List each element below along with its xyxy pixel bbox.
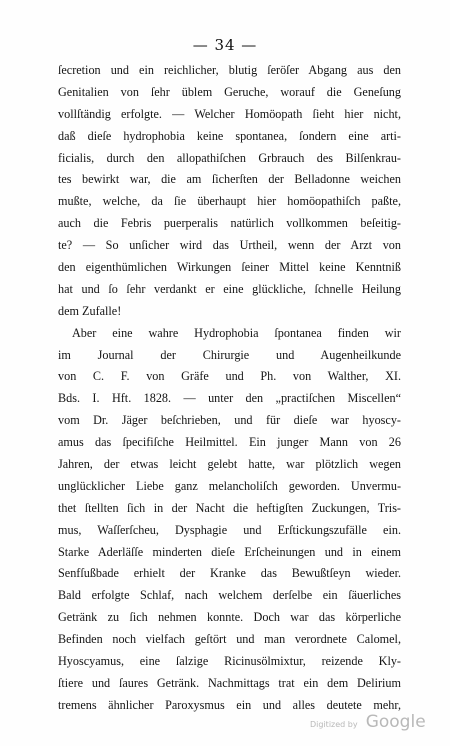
text-line: von C. F. von Gräfe und Ph. von Walther, XI. <box>58 369 401 384</box>
text-line: ſecretion und ein reichlicher, blutig ſeröſer Abgang aus den <box>58 63 401 77</box>
text-line: vollſtändig erfolgte. — Welcher Homöopath ſieht hier nicht, <box>58 106 401 121</box>
text-line: tes bewirkt war, die am ſicherſten der Belladonne weichen <box>58 172 401 187</box>
text-line: auch die Febris puerperalis natürlich vollkommen beſeitig- <box>58 216 401 231</box>
page-number: — 34 — <box>192 36 258 54</box>
text-line: thet ſtellten ſich in der Nacht die heftigſten Zuckungen, Tris- <box>58 500 401 515</box>
text-line: Getränk zu ſich nehmen konnte. Doch war das körperliche <box>58 610 401 625</box>
text-line: mus, Waſſerſcheu, Dysphagie und Erſtickungszufälle ein. <box>58 522 401 537</box>
watermark-prefix: Digitized by <box>310 720 358 729</box>
text-line: amus das ſpecifiſche Heilmittel. Ein junger Mann von 26 <box>58 435 401 450</box>
text-line: Aber eine wahre Hydrophobia ſpontanea finden wir <box>72 325 401 340</box>
text-line: dem Zufalle! <box>58 303 122 318</box>
text-line: daß dieſe hydrophobia keine spontanea, ſondern eine arti- <box>58 128 401 143</box>
text-line: den eigenthümlichen Wirkungen ſeiner Mittel keine Kenntniß <box>58 260 401 275</box>
text-line: ſtiere und ſaures Getränk. Nachmittags trat ein dem Delirium <box>58 675 401 690</box>
text-line: Jahren, der etwas leicht gelebt hatte, war plötzlich wegen <box>58 457 401 472</box>
text-line: ficialis, durch den allopathiſchen Grbrauch des Bilſenkrau- <box>58 150 401 165</box>
text-line: Befinden noch vielfach geſtört und man verordnete Calomel, <box>58 632 401 647</box>
text-line: Hyoscyamus, eine ſalzige Ricinusölmixtur, reizende Kly- <box>58 654 401 669</box>
text-line: im Journal der Chirurgie und Augenheilkunde <box>58 347 401 362</box>
text-line: unglücklicher Liebe ganz melancholiſch geworden. Unvermu- <box>58 478 401 493</box>
text-line: Genitalien von ſehr üblem Geruche, worauf die Geneſung <box>58 84 401 99</box>
text-line: tremens ähnlicher Paroxysmus ein und alles deutete mehr, <box>58 697 401 712</box>
text-line: mußte, welche, da ſie überhaupt hier homöopathiſch paßte, <box>58 194 401 209</box>
text-line: vom Dr. Jäger beſchrieben, und für dieſe war hyoscy- <box>58 413 401 428</box>
text-line: hat und ſo ſehr verdankt er eine glückliche, ſchnelle Heilung <box>58 281 401 296</box>
body-text <box>58 60 401 717</box>
text-line: te? — So unſicher wird das Urtheil, wenn der Arzt von <box>58 238 401 253</box>
google-watermark <box>310 712 426 732</box>
google-logo: Google <box>365 712 426 732</box>
text-line: Senfſußbade erhielt der Kranke das Bewußtſeyn wieder. <box>58 566 401 581</box>
text-line: Bald erfolgte Schlaf, nach welchem derſelbe ein ſäuerliches <box>58 588 401 603</box>
text-line: Bds. I. Hft. 1828. — unter den „practiſchen Miscellen“ <box>58 391 401 406</box>
text-line: Starke Aderläſſe minderten dieſe Erſcheinungen und in einem <box>58 544 401 559</box>
